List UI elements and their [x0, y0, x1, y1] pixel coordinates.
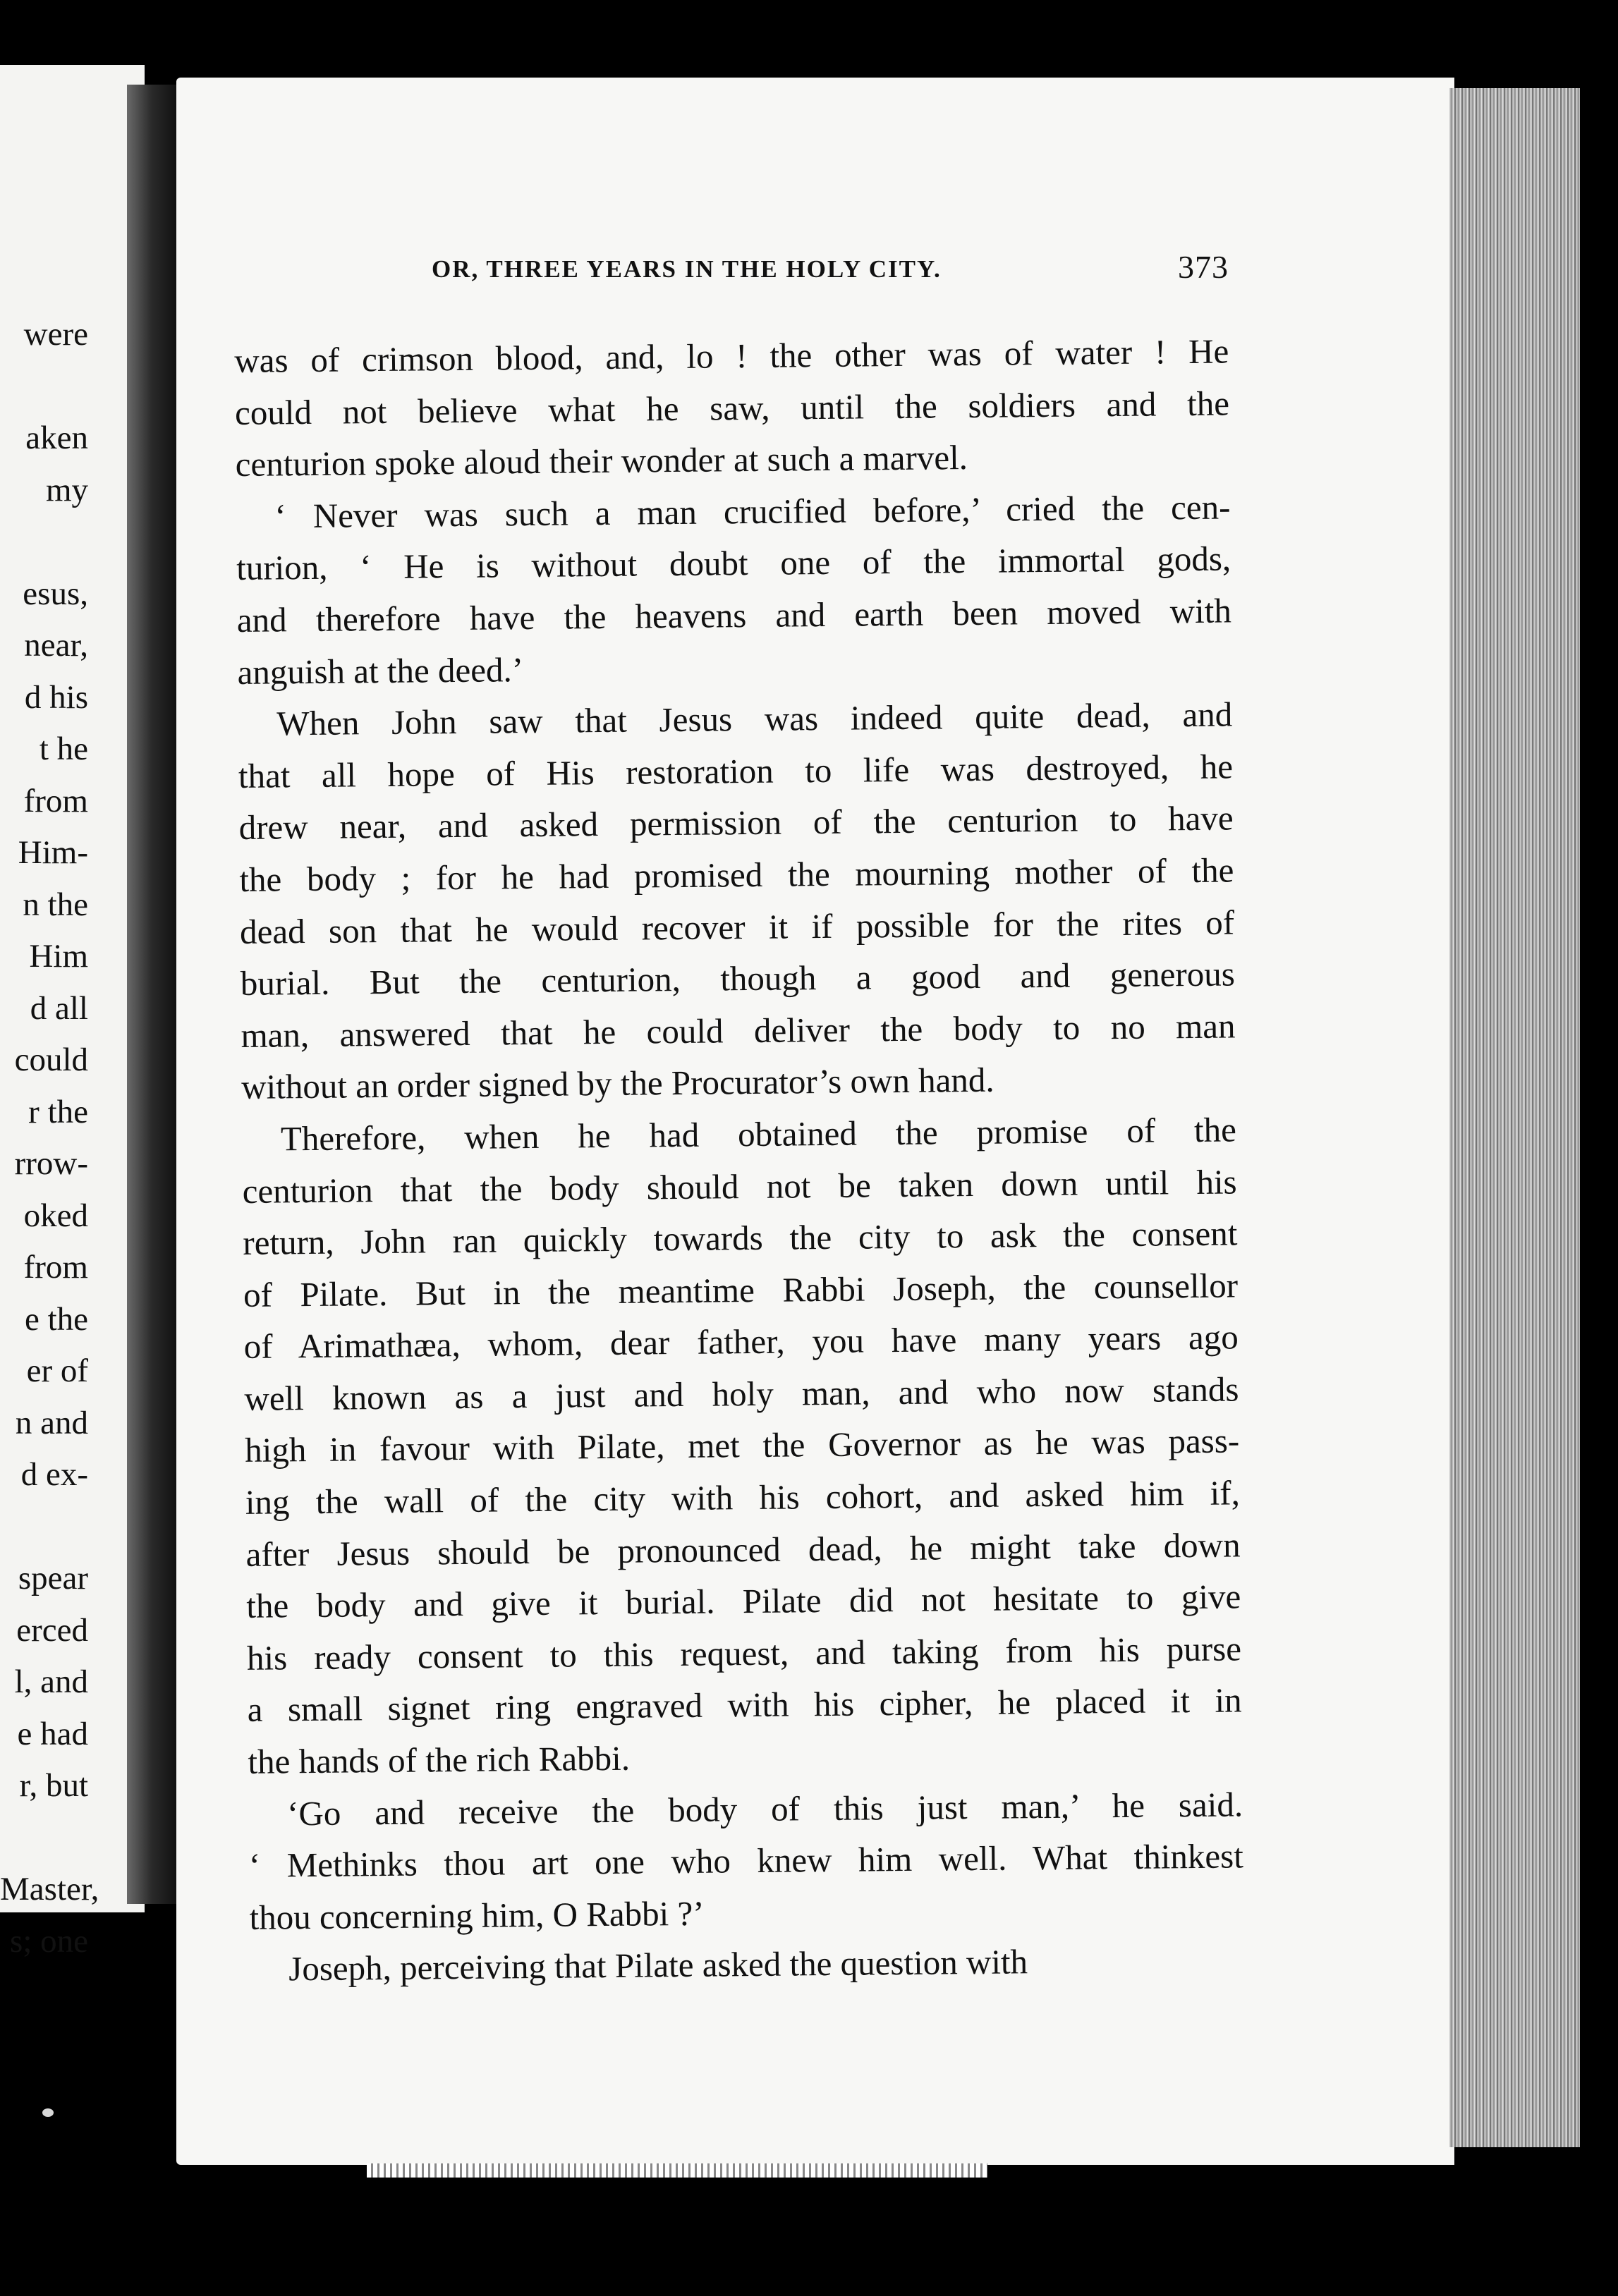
page-body-text	[234, 325, 1245, 1995]
left-page-line: could	[14, 1042, 88, 1078]
text-line: the body and give it burial. Pilate did not hesitate to give	[246, 1577, 1241, 1626]
text-line: dead son that he would recover it if possible for the rites of	[239, 902, 1235, 951]
left-page-line: were	[23, 316, 88, 353]
text-line: the body ; for he had promised the mourning mother of the	[239, 850, 1234, 899]
left-page-line: aken	[25, 420, 88, 456]
text-line: man, answered that he could deliver the body to no man	[241, 1006, 1236, 1055]
text-line: anguish at the deed.’	[237, 649, 524, 692]
text-line: high in favour with Pilate, met the Governor as he was pass-	[244, 1421, 1240, 1470]
text-line: return, John ran quickly towards the city to ask the consent	[243, 1214, 1238, 1263]
page-bottom-edge	[367, 2163, 987, 2178]
text-line: turion, ‘ He is without doubt one of the immortal gods,	[236, 539, 1231, 588]
page-edges	[1449, 88, 1580, 2147]
text-line: a small signet ring engraved with his cipher, he placed it in	[247, 1680, 1242, 1730]
left-page-line	[0, 1812, 88, 1864]
left-page-line: e the	[24, 1300, 88, 1338]
left-page-line: d all	[30, 989, 88, 1027]
paragraph	[234, 325, 1230, 490]
left-page-line: oked	[23, 1197, 88, 1234]
left-page-line: spear	[18, 1560, 88, 1596]
left-page-line: Him	[29, 938, 88, 975]
text-line: When John saw that Jesus was indeed quite dead, and	[276, 695, 1233, 743]
text-line: the hands of the rich Rabbi.	[248, 1738, 631, 1781]
text-line: ‘ Never was such a man crucified before,’ cried the cen-	[274, 487, 1231, 536]
left-page-line: Master,	[0, 1871, 99, 1907]
left-page-line: near,	[24, 627, 88, 664]
left-page-line: er of	[26, 1352, 88, 1389]
left-page-line: d ex-	[20, 1456, 88, 1493]
left-page-text	[0, 309, 99, 1967]
book-gutter	[127, 85, 176, 1904]
text-line: ‘Go and receive the body of this just man,’ he said.	[286, 1784, 1243, 1833]
left-page-line: from	[23, 1249, 88, 1286]
paragraph	[236, 481, 1232, 698]
left-page-line: esus,	[23, 575, 88, 612]
text-line: centurion that the body should not be taken down until his	[242, 1161, 1237, 1211]
left-page-line	[0, 1501, 88, 1553]
left-page-line: e had	[17, 1715, 88, 1752]
text-line: his ready consent to this request, and taking from his purse	[246, 1629, 1242, 1678]
left-page-line: s; one	[10, 1922, 88, 1960]
text-line: burial. But the centurion, though a good and generous	[240, 954, 1236, 1003]
text-line: Therefore, when he had obtained the promise of the	[280, 1110, 1237, 1159]
left-page-line: d his	[24, 678, 88, 716]
left-page-line: n and	[15, 1404, 88, 1441]
text-line: of Arimathæa, whom, dear father, you have many years ago	[243, 1317, 1239, 1367]
left-page-line: r, but	[19, 1767, 88, 1804]
running-title: OR, THREE YEARS IN THE HOLY CITY.	[432, 255, 942, 283]
text-line: drew near, and asked permission of the centurion to have	[238, 798, 1234, 848]
text-line: thou concerning him, O Rabbi ?’	[249, 1893, 705, 1937]
text-line: centurion spoke aloud their wonder at such a marvel.	[235, 438, 968, 484]
left-page-line	[0, 361, 88, 413]
text-line: well known as a just and holy man, and who now stands	[244, 1369, 1239, 1418]
left-page-line: t he	[39, 731, 88, 767]
left-page-line: l, and	[14, 1663, 88, 1700]
left-page-line: rrow-	[14, 1145, 88, 1182]
text-line: could not believe what he saw, until the soldiers and the	[234, 384, 1230, 432]
left-page-line: my	[45, 471, 88, 508]
paragraph	[248, 1778, 1244, 1943]
left-page-line	[0, 516, 88, 568]
text-line: Joseph, perceiving that Pilate asked the question with	[288, 1942, 1028, 1989]
text-line: ‘ Methinks thou art one who knew him well. What thinkest	[248, 1836, 1244, 1886]
text-line: and therefore have the heavens and earth been moved with	[236, 591, 1232, 640]
page-number: 373	[1178, 249, 1229, 285]
text-line: after Jesus should be pronounced dead, he might take down	[245, 1525, 1241, 1574]
text-line: of Pilate. But in the meantime Rabbi Joseph, the counsellor	[243, 1266, 1239, 1314]
paragraph	[242, 1104, 1243, 1788]
left-page-line: erced	[16, 1611, 88, 1649]
left-page-line: from	[23, 782, 88, 819]
text-line: was of crimson blood, and, lo ! the other was of water ! He	[234, 331, 1229, 380]
paragraph	[250, 1934, 1245, 1996]
text-line: that all hope of His restoration to life was destroyed, he	[238, 747, 1234, 795]
text-line: without an order signed by the Procurator’s own hand.	[241, 1061, 994, 1107]
left-page-line: Him-	[18, 834, 88, 871]
left-page-line: n the	[23, 886, 88, 923]
scan-speck	[42, 2108, 54, 2117]
paragraph	[238, 689, 1236, 1113]
left-page-line: r the	[28, 1093, 88, 1130]
text-line: ing the wall of the city with his cohort, and asked him if,	[245, 1473, 1241, 1522]
